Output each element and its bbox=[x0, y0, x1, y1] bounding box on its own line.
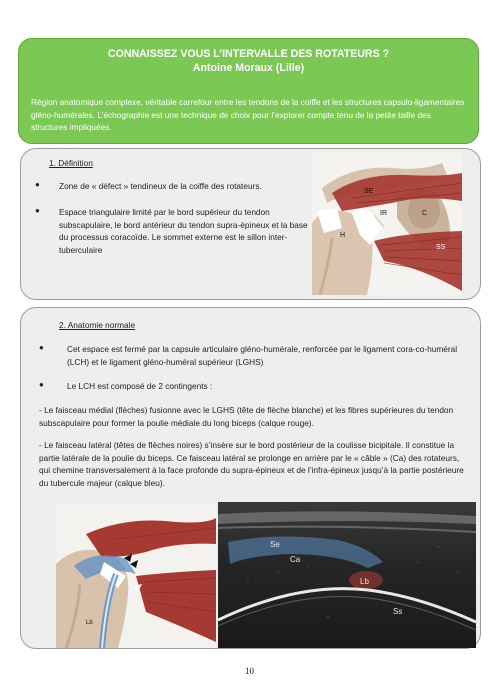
us-label-lb: Lb bbox=[360, 577, 369, 586]
us-label-ca: Ca bbox=[290, 555, 301, 564]
bullet-dot: ● bbox=[39, 380, 44, 389]
ultrasound-figure bbox=[218, 502, 476, 648]
ultrasound-image bbox=[218, 502, 476, 648]
label-h: H bbox=[340, 232, 346, 239]
label-se: SE bbox=[364, 188, 374, 195]
normal-anatomy-section bbox=[20, 307, 481, 649]
pulley-anatomy-illustration bbox=[56, 504, 216, 648]
anatomy-bullet-1: Cet espace est fermé par la capsule articulaire gléno-humérale, renforcée par le ligament cora-co-huméral (LCH) et le ligament gléno-huméral supérieur (LGHS) bbox=[67, 344, 458, 367]
definition-section bbox=[20, 148, 481, 300]
bullet-dot: ● bbox=[35, 180, 40, 189]
anatomy-bullet-2: Le LCH est composé de 2 contingents : bbox=[67, 381, 213, 391]
bullet-dot: ● bbox=[35, 206, 40, 215]
shoulder-anatomy-illustration bbox=[312, 153, 462, 295]
page-number: 10 bbox=[245, 666, 254, 676]
medial-bundle-paragraph: - Le faisceau médial (flèches) fusionne avec le LGHS (tête de flèche blanche) et les fibres supérieures du tendon subscapulaire pour former la poulie médiale du long biceps (calque rouge). bbox=[39, 405, 454, 428]
definition-bullet-2: Espace triangulaire limité par le bord supérieur du tendon subscapulaire, le bord antérieur du tendon supra-épineux et la base du processus coracoïde. Le sommet externe est le sillon inter-tuberculaire bbox=[59, 207, 308, 255]
definition-heading: 1. Définition bbox=[49, 158, 93, 168]
us-label-se: Se bbox=[270, 540, 280, 549]
label-c: C bbox=[422, 210, 428, 217]
lateral-bundle-paragraph: - Le faisceau latéral (têtes de flèches noires) s’insère sur le bord postérieur de la coulisse bicipitale. Il constitue la partie latérale de la poulie du biceps. Ce faisceau latéral se prolonge en arrière par le « câble » (Ca) des rotateurs, qui chemine transversalement à la face profonde du supra-épineux et de l’infra-épineux jusqu’à la partie postérieure du tubercule majeur (calque bleu). bbox=[39, 440, 464, 488]
author-line: Antoine Moraux (Lille) bbox=[192, 62, 305, 74]
bullet-dot: ● bbox=[39, 343, 44, 352]
intro-paragraph: Région anatomique complexe, véritable carrefour entre les tendons de la coiffe et les structures capsulo-ligamentaires gléno-humérales. L’échographie est une technique de choix pour l’explorer compte tenu de la petite taille des structures impliquées. bbox=[31, 97, 465, 132]
title-banner bbox=[18, 38, 479, 144]
label-lb: Lb bbox=[86, 620, 93, 626]
page-title: CONNAISSEZ VOUS L’INTERVALLE DES ROTATEURS ? bbox=[107, 48, 390, 60]
normal-anatomy-heading: 2. Anatomie normale bbox=[59, 320, 136, 330]
biceps-pulley-figure bbox=[56, 504, 216, 648]
definition-bullet-1: Zone de « défect » tendineux de la coiffe des rotateurs. bbox=[59, 181, 262, 191]
label-ir: IR bbox=[380, 210, 387, 217]
label-ss: SS bbox=[436, 244, 446, 251]
us-label-ss: Ss bbox=[393, 607, 403, 616]
rotator-interval-figure bbox=[312, 153, 462, 295]
